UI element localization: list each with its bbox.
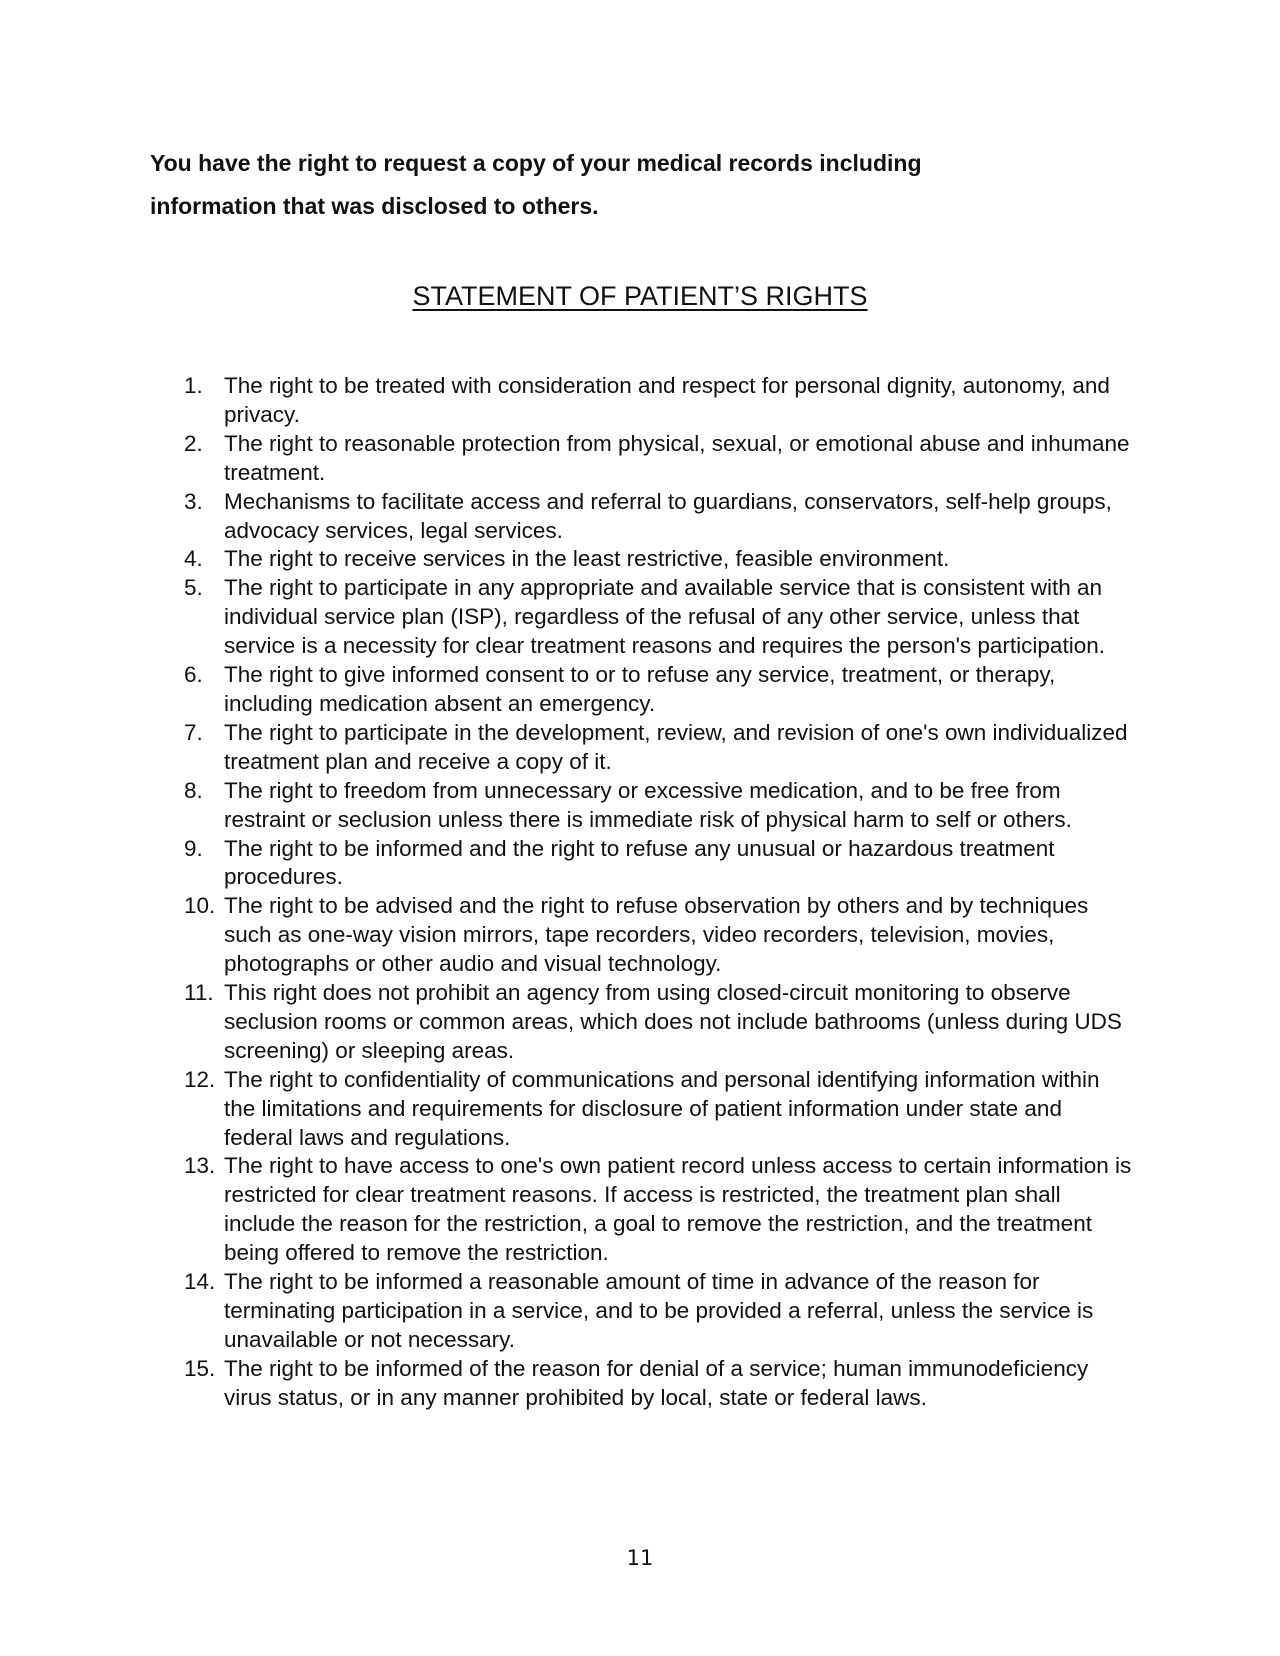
list-item-number: 15. (184, 1355, 216, 1381)
list-item (184, 892, 1134, 979)
list-item (184, 979, 1134, 1066)
intro-paragraph (150, 142, 1150, 228)
list-item-number: 2. (184, 430, 203, 456)
list-item-number: 11. (184, 980, 214, 1006)
list-item-number: 1. (184, 373, 203, 398)
list-item-number: 8. (184, 777, 203, 803)
page-number: 11 (626, 1546, 654, 1570)
list-item-number: 14. (184, 1269, 216, 1295)
section-heading: STATEMENT OF PATIENT’S RIGHTS (412, 281, 868, 311)
list-item-number: 9. (184, 835, 203, 861)
intro-line-1: You have the right to request a copy of your medical records including (150, 150, 922, 176)
list-item (184, 661, 1134, 719)
list-item-text: The right to freedom from unnecessary or excessive medication, and to be free from restraint or seclusion unless there is immediate risk of physical harm to self or others. (224, 777, 1072, 832)
list-item-number: 10. (184, 893, 216, 919)
list-item (184, 835, 1134, 893)
list-item-text: The right to be informed a reasonable amount of time in advance of the reason for terminating participation in a service, and to be provided a referral, unless the service is unavailable or not necessary. (224, 1269, 1094, 1352)
list-item (184, 545, 1134, 574)
list-item-text: The right to participate in any appropriate and available service that is consistent with an individual service plan (ISP), regardless of the refusal of any other service, unless that service is a necessity for clear treatment reasons and requires the person's participation. (224, 575, 1105, 659)
list-item-text: The right to confidentiality of communications and personal identifying information within the limitations and requirements for disclosure of patient information under state and federal laws and regulations. (224, 1066, 1100, 1150)
intro-line-2: information that was disclosed to others. (150, 193, 599, 219)
list-item (184, 1152, 1134, 1268)
list-item (184, 777, 1134, 835)
list-item-number: 7. (184, 719, 203, 745)
list-item (184, 574, 1134, 661)
list-item-text: The right to give informed consent to or to refuse any service, treatment, or therapy, including medication absent an emergency. (224, 662, 1056, 716)
list-item-number: 3. (184, 488, 203, 514)
list-item (184, 430, 1134, 488)
list-item-text: The right to reasonable protection from physical, sexual, or emotional abuse and inhumane treatment. (224, 430, 1130, 485)
list-item-text: The right to receive services in the least restrictive, feasible environment. (224, 546, 950, 572)
list-item-text: The right to be advised and the right to refuse observation by others and by techniques such as one-way vision mirrors, tape recorders, video recorders, television, movies, photographs or other audio and visual technology. (224, 893, 1089, 977)
list-item-number: 12. (184, 1066, 216, 1092)
list-item-text: The right to be informed of the reason for denial of a service; human immunodeficiency virus status, or in any manner prohibited by local, state or federal laws. (224, 1355, 1089, 1410)
list-item (184, 372, 1134, 430)
list-item-text: Mechanisms to facilitate access and referral to guardians, conservators, self-help groups, advocacy services, legal services. (224, 488, 1112, 543)
list-item-number: 4. (184, 546, 203, 572)
list-item-number: 6. (184, 662, 203, 688)
list-item-text: The right to be informed and the right to refuse any unusual or hazardous treatment procedures. (224, 835, 1055, 890)
list-item-text: The right to be treated with consideration and respect for personal dignity, autonomy, and privacy. (224, 373, 1110, 427)
list-item (184, 1355, 1134, 1413)
list-item (184, 1066, 1134, 1153)
rights-list (184, 372, 1134, 1413)
list-item-text: The right to participate in the development, review, and revision of one's own individualized treatment plan and receive a copy of it. (224, 719, 1128, 774)
list-item-text: The right to have access to one's own patient record unless access to certain information is restricted for clear treatment reasons. If access is restricted, the treatment plan shall include the reason for the restriction, a goal to remove the restriction, and the treatment being offered to remove the restriction. (224, 1153, 1132, 1266)
list-item (184, 719, 1134, 777)
list-item-number: 13. (184, 1153, 216, 1179)
list-item (184, 1268, 1134, 1355)
list-item-text: This right does not prohibit an agency from using closed-circuit monitoring to observe seclusion rooms or common areas, which does not include bathrooms (unless during UDS screening) or sleeping areas. (224, 980, 1122, 1063)
list-item-number: 5. (184, 575, 203, 601)
list-item (184, 488, 1134, 546)
